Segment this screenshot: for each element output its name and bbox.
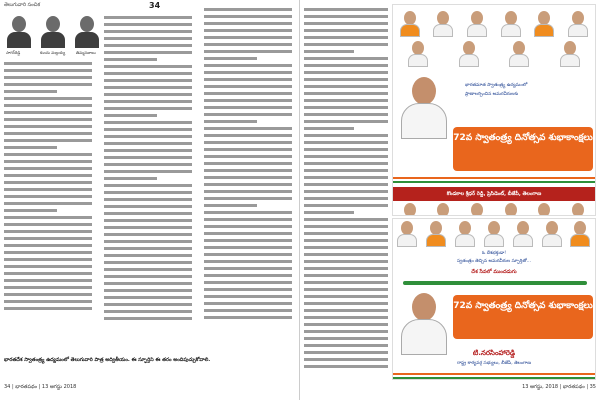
ad-tagline: స్వతంత్రం తెచ్చిన అమరవీరుల స్ఫూర్తితో... <box>456 259 532 264</box>
ad-sponsor-role: రాష్ట్ర కార్యవర్గ సభ్యులు, బీజేపీ, తెలంగాణ <box>457 361 531 366</box>
leader-photo <box>466 203 488 215</box>
leader-photo <box>508 41 530 67</box>
leader-photo <box>483 221 505 247</box>
leader-photo-row <box>393 11 595 37</box>
leader-photo <box>533 11 555 37</box>
ad-sponsor-name: టి.నరసింహారెడ్డి <box>472 349 516 357</box>
leader-photo <box>569 221 591 247</box>
leader-photo <box>541 221 563 247</box>
leader-photo-row <box>393 221 595 247</box>
leader-photo <box>500 203 522 215</box>
leader-photo <box>399 203 421 215</box>
article-column <box>104 12 192 344</box>
page-footer: 13 ఆగస్టు, 2018 | భారతపథం | 35 <box>522 384 596 390</box>
article-column <box>204 4 292 344</box>
portrait-caption: సాగర్‌రెడ్డి <box>6 50 21 55</box>
ad-title-banner: 72వ స్వాతంత్ర్య దినోత్సవ శుభాకాంక్షలు <box>453 295 593 339</box>
ad-title-banner: 72వ స్వాతంత్ర్య దినోత్సవ శుభాకాంక్షలు <box>453 127 593 171</box>
leader-photo <box>407 41 429 67</box>
leader-photo <box>432 11 454 37</box>
article-column <box>4 58 92 342</box>
leader-photo <box>567 203 589 215</box>
ad-sponsor-line: కొండకాల శ్రీధర్ రెడ్డి, ప్రెసిడెంట్, బీజేపీ, తెలంగాణ <box>393 187 595 201</box>
leader-photo <box>466 11 488 37</box>
portrait-photo <box>4 14 34 48</box>
leader-photo <box>512 221 534 247</box>
leader-photo <box>399 11 421 37</box>
page-header: తెలుగువారి సంచిక <box>4 2 41 8</box>
leader-photo <box>500 11 522 37</box>
pull-quote: భారతదేశ స్వాతంత్ర్య ఉద్యమంలో తెలుగువారి పాత్ర అద్వితీయం. ఈ స్ఫూర్తిని ఈ తరం అందిపుచ్చుకోవాలి. <box>4 357 211 363</box>
leader-photo <box>458 41 480 67</box>
article-column <box>304 4 388 374</box>
leader-photo <box>396 221 418 247</box>
sponsor-portrait <box>399 77 449 139</box>
ad-tagline: ఓ దేశభక్తుడా! <box>481 251 507 256</box>
portrait-caption: కుంచు మల్లయ్య <box>40 50 66 55</box>
leader-photo <box>454 221 476 247</box>
portrait-photo <box>72 14 102 48</box>
leader-photo <box>559 41 581 67</box>
leader-photo-row <box>393 41 595 67</box>
decorative-divider <box>403 281 587 285</box>
independence-day-ad <box>392 218 596 380</box>
independence-day-ad <box>392 4 596 216</box>
portrait-caption: తిమ్మనబాబు <box>76 50 96 55</box>
portrait-photo <box>38 14 68 48</box>
page-footer: 34 | భారతపథం | 13 ఆగస్టు 2018 <box>4 384 77 390</box>
leader-photo <box>567 11 589 37</box>
ad-tagline: భారతమాత స్వాతంత్ర్య ఉద్యమంలో <box>465 83 528 88</box>
tricolor-stripe <box>393 177 595 183</box>
tricolor-stripe <box>393 373 595 379</box>
leader-photo <box>533 203 555 215</box>
ad-tagline: ప్రాణాలర్పించిన అమరవీరులకు <box>465 92 519 97</box>
sponsor-portrait <box>399 293 449 355</box>
leader-photo <box>425 221 447 247</box>
page-number: 34 <box>149 1 161 10</box>
ad-tagline: దేశ సేవలో ముందడుగు <box>471 269 517 275</box>
leader-photo <box>432 203 454 215</box>
portrait-strip <box>4 14 112 48</box>
leader-photo-row <box>393 203 595 215</box>
